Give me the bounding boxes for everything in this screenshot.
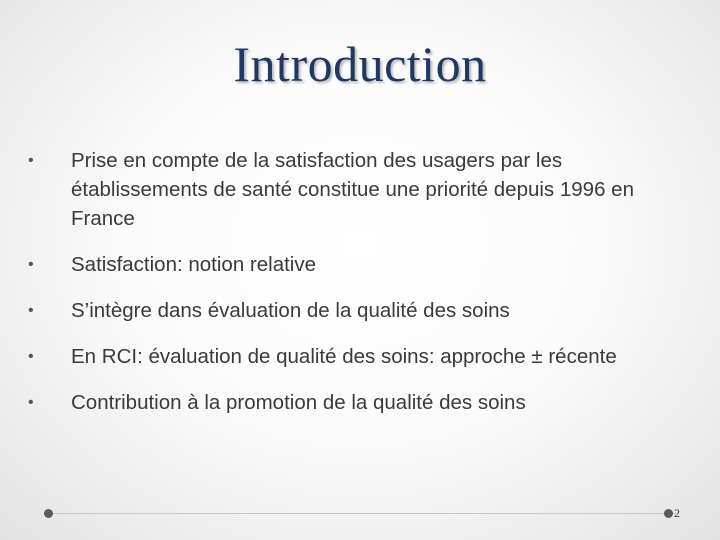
footer-dot-right-icon: [664, 509, 673, 518]
bullet-dot-icon: •: [28, 348, 34, 365]
bullet-text: Contribution à la promotion de la qualité des soins: [71, 391, 526, 414]
bullet-item: [28, 342, 668, 371]
bullet-item: [28, 388, 668, 417]
bullet-dot-icon: •: [28, 394, 34, 411]
bullet-list: [28, 146, 668, 434]
slide-title: Introduction: [233, 36, 487, 92]
bullet-dot-icon: •: [28, 256, 34, 273]
bullet-item: [28, 296, 668, 325]
bullet-text: En RCI: évaluation de qualité des soins: approche ± récente: [71, 345, 617, 368]
bullet-item: [28, 250, 668, 279]
page-number: 2: [674, 506, 680, 520]
bullet-item: [28, 146, 668, 233]
bullet-dot-icon: •: [28, 152, 34, 169]
footer-divider: [49, 513, 676, 514]
bullet-text: Prise en compte de la satisfaction des usagers par les établissements de santé constitue une priorité depuis 1996 en France: [71, 149, 634, 230]
bullet-text: S’intègre dans évaluation de la qualité des soins: [71, 299, 510, 322]
bullet-dot-icon: •: [28, 302, 34, 319]
bullet-text: Satisfaction: notion relative: [71, 253, 316, 276]
footer-dot-left-icon: [44, 509, 53, 518]
